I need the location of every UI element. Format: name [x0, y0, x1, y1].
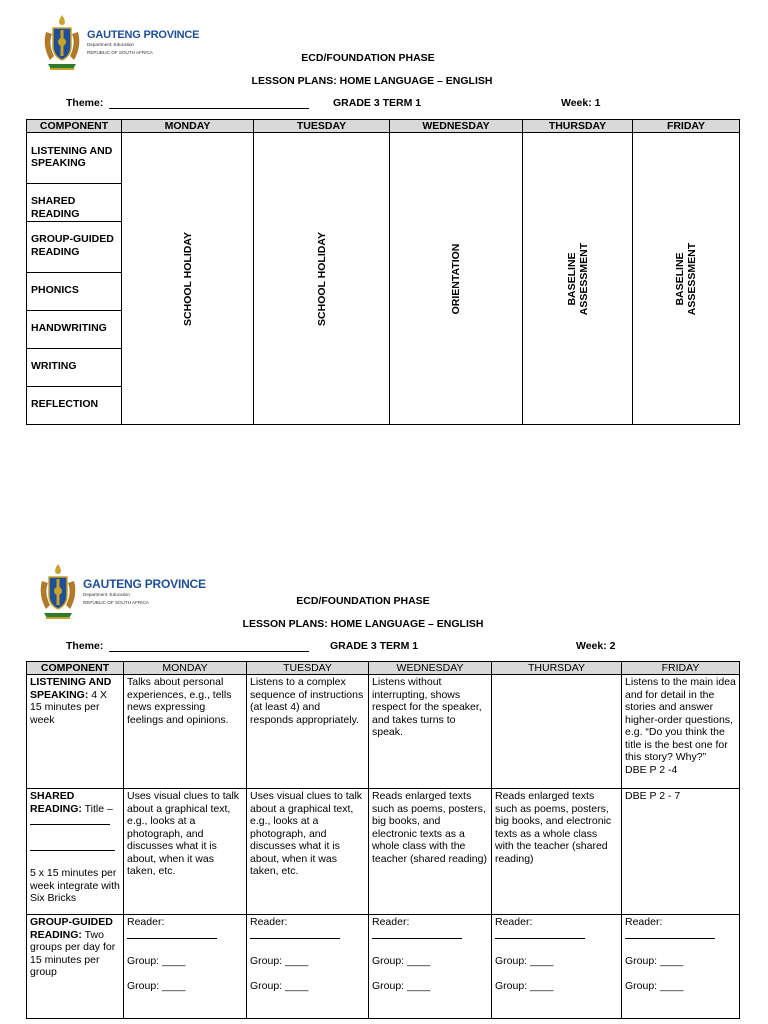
logo-title: GAUTENG PROVINCE	[87, 28, 200, 41]
shared-thursday: Reads enlarged texts such as poems, posters, big books, and electronic texts as a whole class with the teacher (shared reading)	[492, 789, 622, 915]
logo-country: REPUBLIC OF SOUTH AFRICA	[83, 599, 149, 605]
reader-blank	[250, 929, 340, 939]
shared-tuesday: Uses visual clues to talk about a graphical text, e.g., looks at a photograph, and discusses what it is about, when it was taken, etc.	[247, 789, 369, 915]
gauteng-logo	[40, 12, 199, 74]
theme-label: Theme:	[66, 640, 104, 652]
week-number: Week: 2	[576, 640, 616, 652]
title-blank	[30, 841, 115, 851]
theme-blank	[109, 641, 309, 652]
lesson-table-week-1	[26, 119, 740, 425]
shared-friday: DBE P 2 - 7	[622, 789, 740, 915]
reader-blank	[625, 929, 715, 939]
logo-title: GAUTENG PROVINCE	[83, 577, 206, 592]
component-reflection: REFLECTION	[27, 387, 122, 425]
header-tuesday: TUESDAY	[247, 662, 369, 675]
shared-wednesday: Reads enlarged texts such as poems, posters, big books, and electronic texts as a whole class with the teacher (shared reading)	[369, 789, 492, 915]
theme-label: Theme:	[66, 97, 104, 109]
group-thursday: Reader: Group: ____ Group: ____	[492, 915, 622, 1019]
group-monday: Reader: Group: ____ Group: ____	[124, 915, 247, 1019]
header-friday: FRIDAY	[622, 662, 740, 675]
group-tuesday: Reader: Group: ____ Group: ____	[247, 915, 369, 1019]
thursday-text: BASELINE ASSESSMENT	[565, 242, 590, 315]
component-listening-speaking: LISTENING AND SPEAKING	[27, 133, 122, 184]
table-row	[27, 133, 740, 184]
header-thursday: THURSDAY	[492, 662, 622, 675]
reader-blank	[495, 929, 585, 939]
theme-field	[66, 640, 309, 652]
grade-term: GRADE 3 TERM 1	[333, 97, 422, 109]
table-row	[27, 675, 740, 789]
week-number: Week: 1	[561, 97, 601, 109]
component-writing: WRITING	[27, 349, 122, 387]
group-friday: Reader: Group: ____ Group: ____	[622, 915, 740, 1019]
component-group-guided-reading: GROUP-GUIDED READING	[27, 222, 122, 273]
listening-wednesday: Listens without interrupting, shows respect for the speaker, and takes turns to speak.	[369, 675, 492, 789]
theme-field	[66, 97, 309, 109]
component-group-guided-reading: GROUP-GUIDED READING: Two groups per day for 15 minutes per group	[27, 915, 124, 1019]
component-listening-speaking: LISTENING AND SPEAKING: 4 X 15 minutes per week	[27, 675, 124, 789]
component-phonics: PHONICS	[27, 273, 122, 311]
header-tuesday: TUESDAY	[254, 120, 390, 133]
wednesday-text: ORIENTATION	[450, 243, 462, 314]
friday-text: BASELINE ASSESSMENT	[674, 242, 698, 315]
page-subtitle: LESSON PLANS: HOME LANGUAGE – ENGLISH	[242, 618, 484, 630]
grade-term: GRADE 3 TERM 1	[330, 640, 419, 652]
group-wednesday: Reader: Group: ____ Group: ____	[369, 915, 492, 1019]
thursday-cell	[523, 133, 633, 425]
coat-of-arms-icon	[40, 12, 84, 74]
listening-friday: Listens to the main idea and for detail in the stories and answer higher-order questions, e.g. “Do you think the title is the best one for this story? Why?” DBE P 2 -4	[622, 675, 740, 789]
header-monday: MONDAY	[124, 662, 247, 675]
page-title: ECD/FOUNDATION PHASE	[296, 595, 430, 607]
title-blank	[30, 815, 110, 825]
listening-tuesday: Listens to a complex sequence of instructions (at least 4) and responds appropriately.	[247, 675, 369, 789]
header-component: COMPONENT	[27, 662, 124, 675]
monday-text: SCHOOL HOLIDAY	[181, 231, 194, 326]
lesson-plan-week-2	[0, 555, 768, 1024]
wednesday-cell	[390, 133, 523, 425]
table-header-row	[27, 662, 740, 675]
listening-thursday	[492, 675, 622, 789]
listening-monday: Talks about personal experiences, e.g., tells news expressing feelings and opinions.	[124, 675, 247, 789]
logo-subtitle: Department: Education	[83, 591, 130, 597]
gauteng-logo	[36, 561, 206, 623]
shared-monday: Uses visual clues to talk about a graphical text, e.g., looks at a photograph, and discusses what it is about, when it was taken, etc.	[124, 789, 247, 915]
header-wednesday: WEDNESDAY	[390, 120, 523, 133]
tuesday-cell	[254, 133, 390, 425]
table-row	[27, 915, 740, 1019]
header-thursday: THURSDAY	[523, 120, 633, 133]
friday-cell	[633, 133, 740, 425]
lesson-table-week-2	[26, 661, 740, 1019]
page-subtitle: LESSON PLANS: HOME LANGUAGE – ENGLISH	[251, 75, 493, 87]
coat-of-arms-icon	[36, 561, 80, 623]
theme-blank	[109, 98, 309, 109]
table-header-row	[27, 120, 740, 133]
component-shared-reading: SHARED READING: Title – 5 x 15 minutes per week integrate with Six Bricks	[27, 789, 124, 915]
page-title: ECD/FOUNDATION PHASE	[301, 52, 435, 64]
logo-subtitle: Department: Education	[87, 42, 134, 48]
table-row	[27, 789, 740, 915]
logo-country: REPUBLIC OF SOUTH AFRICA	[87, 50, 153, 56]
tuesday-text: SCHOOL HOLIDAY	[315, 231, 328, 326]
component-shared-reading: SHARED READING	[27, 184, 122, 222]
component-handwriting: HANDWRITING	[27, 311, 122, 349]
reader-blank	[127, 929, 217, 939]
header-component: COMPONENT	[27, 120, 122, 133]
header-monday: MONDAY	[122, 120, 254, 133]
monday-cell	[122, 133, 254, 425]
lesson-plan-week-1	[0, 0, 768, 440]
header-wednesday: WEDNESDAY	[369, 662, 492, 675]
header-friday: FRIDAY	[633, 120, 740, 133]
reader-blank	[372, 929, 462, 939]
